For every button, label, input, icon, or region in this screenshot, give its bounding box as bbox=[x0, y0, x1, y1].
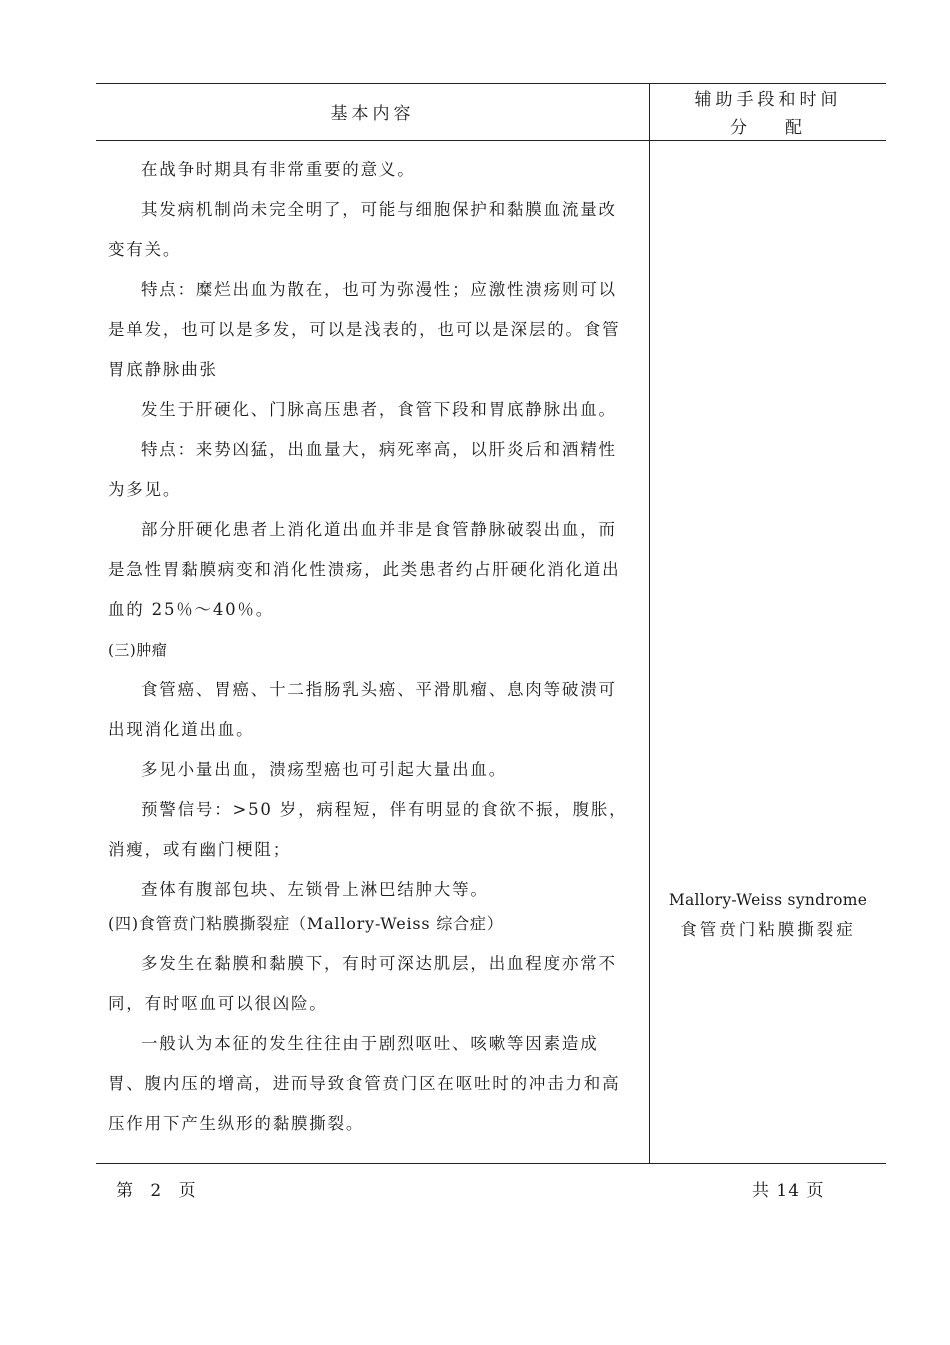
text-line: 一般认为本征的发生往往由于剧烈呕吐、咳嗽等因素造成 bbox=[141, 1034, 599, 1053]
text-line: 变有关。 bbox=[108, 240, 182, 259]
paragraph-5 bbox=[108, 430, 638, 470]
text-line: 其发病机制尚未完全明了，可能与细胞保护和黏膜血流量改 bbox=[141, 200, 617, 219]
side-note-english: Mallory-Weiss syndrome bbox=[668, 891, 868, 909]
text-line: 胃、腹内压的增高，进而导致食管贲门区在呕吐时的冲击力和高 bbox=[108, 1074, 621, 1093]
paragraph-3-cont bbox=[108, 310, 638, 390]
paragraph-9-cont bbox=[108, 830, 638, 870]
paragraph-7-cont bbox=[108, 710, 638, 750]
text-line: 压作用下产生纵形的黏膜撕裂。 bbox=[108, 1114, 365, 1133]
header-side-line1: 辅助手段和时间 bbox=[694, 90, 842, 110]
table-column-divider bbox=[649, 83, 650, 1164]
paragraph-12-cont bbox=[108, 1064, 638, 1144]
text-line: 同，有时呕血可以很凶险。 bbox=[108, 994, 328, 1013]
text-line: 食管癌、胃癌、十二指肠乳头癌、平滑肌瘤、息肉等破溃可 bbox=[141, 680, 617, 699]
section-heading-4 bbox=[108, 904, 638, 944]
text-line: 出现消化道出血。 bbox=[108, 720, 255, 739]
text-line: 预警信号：>50 岁，病程短，伴有明显的食欲不振，腹胀， bbox=[141, 800, 628, 819]
header-side-line2-a: 分 bbox=[730, 118, 751, 138]
paragraph-2-cont bbox=[108, 230, 638, 270]
paragraph-12 bbox=[108, 1024, 638, 1064]
text-line: 特点：糜烂出血为散在，也可为弥漫性；应激性溃疡则可以 bbox=[141, 280, 617, 299]
paragraph-8 bbox=[108, 750, 638, 790]
paragraph-11 bbox=[108, 944, 638, 984]
text-line: 是急性胃黏膜病变和消化性溃疡，此类患者约占肝硬化消化道出 bbox=[108, 560, 621, 579]
paragraph-2 bbox=[108, 190, 638, 230]
paragraph-6-cont bbox=[108, 550, 638, 630]
main-content bbox=[108, 150, 638, 1144]
heading-text: (三)肿瘤 bbox=[108, 641, 168, 659]
text-line: 血的 25％～40％。 bbox=[108, 600, 275, 619]
paragraph-9 bbox=[108, 790, 638, 830]
text-line: 查体有腹部包块、左锁骨上淋巴结肿大等。 bbox=[141, 880, 489, 899]
text-line: 消瘦，或有幽门梗阻； bbox=[108, 840, 291, 859]
text-line: 部分肝硬化患者上消化道出血并非是食管静脉破裂出血，而 bbox=[141, 520, 617, 539]
paragraph-6 bbox=[108, 510, 638, 550]
paragraph-7 bbox=[108, 670, 638, 710]
text-line: 是单发，也可以是多发，可以是浅表的，也可以是深层的。食管 bbox=[108, 320, 621, 339]
text-line: 特点：来势凶猛，出血量大，病死率高，以肝炎后和酒精性 bbox=[141, 440, 617, 459]
text-line: 发生于肝硬化、门脉高压患者，食管下段和胃底静脉出血。 bbox=[141, 400, 617, 419]
table-bottom-border bbox=[96, 1163, 886, 1164]
header-main-column: 基本内容 bbox=[330, 104, 415, 124]
paragraph-5-cont bbox=[108, 470, 638, 510]
text-line: 在战争时期具有非常重要的意义。 bbox=[141, 160, 416, 179]
side-note-chinese: 食管贲门粘膜撕裂症 bbox=[680, 920, 856, 939]
text-line: 多发生在黏膜和黏膜下，有时可深达肌层，出血程度亦常不 bbox=[141, 954, 617, 973]
paragraph-11-cont bbox=[108, 984, 638, 1024]
header-side-line2 bbox=[650, 114, 886, 142]
paragraph-1 bbox=[108, 150, 638, 190]
paragraph-4 bbox=[108, 390, 638, 430]
text-line: 胃底静脉曲张 bbox=[108, 360, 218, 379]
header-side-column bbox=[650, 86, 886, 142]
side-note bbox=[650, 885, 886, 945]
heading-text: (四)食管贲门粘膜撕裂症（Mallory-Weiss 综合症） bbox=[108, 914, 504, 933]
section-heading-3 bbox=[108, 630, 638, 670]
text-line: 为多见。 bbox=[108, 480, 182, 499]
page-total: 共 14 页 bbox=[752, 1181, 825, 1201]
header-side-line2-b: 配 bbox=[785, 118, 806, 138]
table-top-border bbox=[96, 83, 886, 84]
page-number: 第 2 页 bbox=[116, 1181, 198, 1201]
text-line: 多见小量出血，溃疡型癌也可引起大量出血。 bbox=[141, 760, 507, 779]
paragraph-3 bbox=[108, 270, 638, 310]
